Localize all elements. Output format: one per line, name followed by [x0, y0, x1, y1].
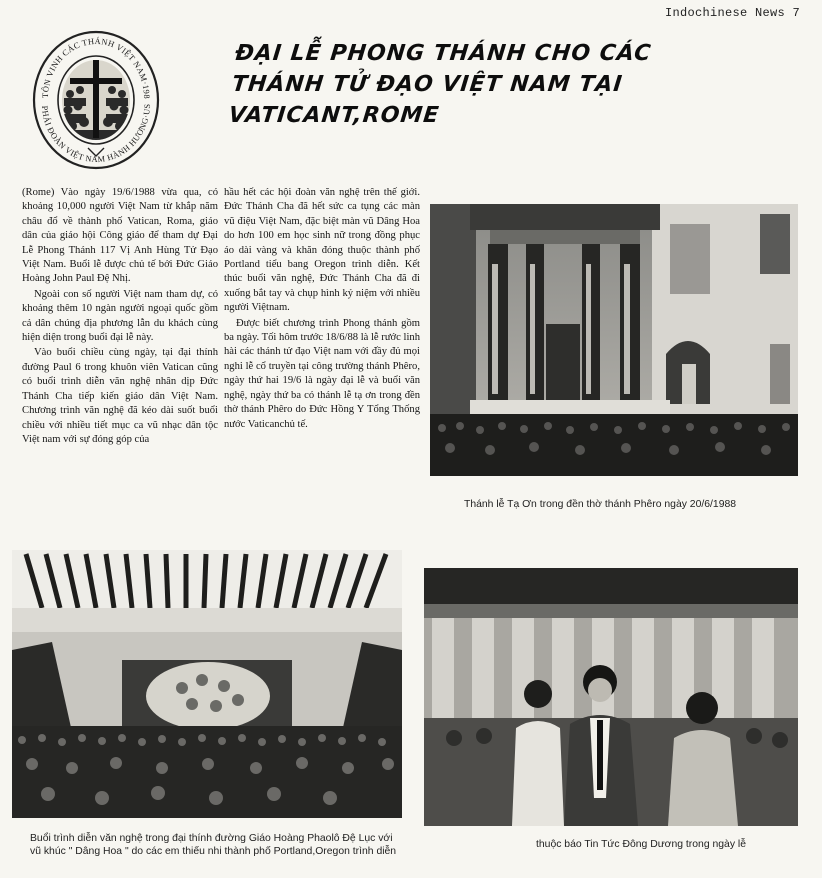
photo-paul-vi-hall — [12, 550, 402, 818]
article-paragraph: Vào buổi chiều cùng ngày, tại đại thính đường Paul 6 trong khuôn viên Vatican cũng có buổi trình diễn văn nghệ nhân dịp Đức Thánh Cha tiếp kiến giáo dân Việt Nam. Chương trình văn nghệ đã kéo dài suốt buổi chiều với nhiều tiết mục ca vũ nhạc dân tộc Việt nam với sự đóng góp của — [22, 347, 218, 445]
pilgrimage-seal — [26, 20, 166, 170]
caption-photo-3: thuộc báo Tin Tức Đông Dương trong ngày lễ — [536, 839, 746, 850]
seal-text-top: TÔN VINH CÁC THÁNH VIỆT NAM·198 — [40, 36, 152, 100]
article-column-2 — [224, 186, 420, 433]
article-paragraph: Ngoài con số người Việt nam tham dự, có khoảng thêm 10 ngàn người ngoại quốc gồm cả dân chúng địa phương lẫn du khách cùng hiện diện trong buổi đại lễ này. — [22, 288, 218, 344]
photo-reporters — [424, 568, 798, 826]
seal-text-bottom: PHÁI ĐOÀN VIỆT NAM HÀNH HƯƠNG·US — [39, 103, 153, 165]
article-paragraph: (Rome) Vào ngày 19/6/1988 vừa qua, có khoảng 10,000 người Việt Nam từ khắp năm châu đổ về thành phố Vatican, Roma, giáo dân của giáo hội Công giáo để tham dự Đại Lễ Phong Thánh 117 Vị Anh Hùng Tử Đạo Việt Nam. Buổi lễ được chủ tế bởi Đức Giáo Hoàng John Paul Đệ Nhị. — [22, 187, 218, 285]
headline-line-2: THÁNH TỬ ĐẠO VIỆT NAM TẠI — [230, 72, 624, 97]
caption-photo-1: Thánh lễ Tạ Ơn trong đền thờ thánh Phêro ngày 20/6/1988 — [464, 499, 737, 510]
headline — [227, 38, 657, 131]
running-head: Indochinese News 7 — [664, 6, 800, 20]
headline-line-3: VATICANT,ROME — [227, 103, 441, 128]
article-paragraph: hầu hết các hội đoàn văn nghệ trên thế giới. Đức Thánh Cha đã hết sức ca tụng các màn vũ điệu Việt Nam, đặc biệt màn vũ Dâng Hoa do hơn 100 em học sinh nữ trong đồng phục áo dài vàng và khăn đóng thuộc thành phố Portland tiểu bang Oregon trình diễn. Kết thúc buổi văn nghệ, Đức Thánh Cha đã đi xuống bắt tay và chụp hình kỷ niệm với nhiều người Việtnam. — [224, 187, 420, 314]
article-column-1 — [22, 186, 218, 448]
headline-line-1: ĐẠI LỄ PHONG THÁNH CHO CÁC — [233, 41, 653, 66]
article-paragraph: Được biết chương trình Phong thánh gồm ba ngày. Tối hôm trước 18/6/88 là lễ rước linh hài các thánh tử đạo Việt nam với đầy đủ mọi nghi lễ cổ truyền tại công trường thánh Phêro, ngày thứ hai 19/6 là ngày đại lễ và buổi văn nghệ, ngày thứ ba có thánh lễ tạ ơn trong đền thờ thánh Phêro do Đức Hồng Y Tổng Thống nước Vaticanchủ tế. — [224, 317, 420, 430]
photo-basilica-mass — [430, 204, 798, 476]
caption-photo-2: Buổi trình diễn văn nghệ trong đại thính đường Giáo Hoàng Phaolô Đệ Lục với vũ khúc " Dâng Hoa " do các em thiếu nhi thành phố Portland,Oregon trình diễn — [30, 833, 397, 857]
